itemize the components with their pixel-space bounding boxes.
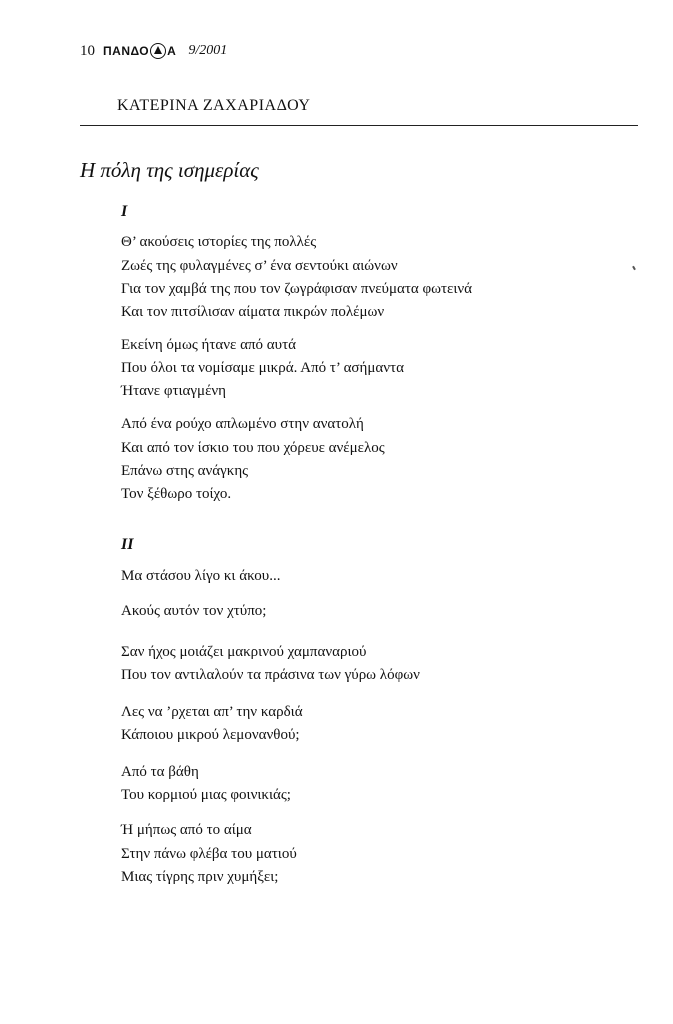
section-numeral-1: I (121, 203, 128, 220)
poem-line: Ή μήπως από το αίμα (121, 822, 252, 838)
poem-line: Τον ξέθωρο τοίχο. (121, 486, 232, 502)
poem-line: Και από τον ίσκιο του που χόρευε ανέμελος (121, 440, 385, 456)
journal-logo (103, 43, 176, 59)
poem-line: Στην πάνω φλέβα του ματιού (121, 846, 297, 862)
poem-line: Που όλοι τα νομίσαμε μικρά. Από τ’ ασήμαντα (121, 360, 404, 376)
header-divider (80, 125, 638, 126)
poem-line: Του κορμιού μιας φοινικιάς; (121, 787, 291, 803)
logo-emblem-icon (150, 43, 166, 59)
page-number: 10 (80, 42, 95, 59)
scan-speck (632, 266, 636, 270)
logo-text-right: Α (167, 44, 177, 58)
issue-number: 9/2001 (188, 43, 228, 58)
poem-line: Εκείνη όμως ήτανε από αυτά (121, 337, 296, 353)
poem-line: Ζωές της φυλαγμένες σ’ ένα σεντούκι αιώνων (121, 258, 398, 274)
poem-line: Σαν ήχος μοιάζει μακρινού χαμπαναριού (121, 644, 367, 660)
poem-line: Κάποιου μικρού λεμονανθού; (121, 727, 300, 743)
author-name: ΚΑΤΕΡΙΝΑ ΖΑΧΑΡΙΑΔΟΥ (117, 97, 311, 114)
poem-line: Που τον αντιλαλούν τα πράσινα των γύρω λόφων (121, 667, 420, 683)
poem-line: Μιας τίγρης πριν χυμήξει; (121, 869, 279, 885)
poem-title: Η πόλη της ισημερίας (80, 158, 259, 182)
logo-text-left: ΠΑΝΔΟ (103, 44, 150, 58)
poem-line: Από τα βάθη (121, 764, 199, 780)
poem-line: Επάνω στης ανάγκης (121, 463, 249, 479)
poem-line: Ήτανε φτιαγμένη (121, 383, 227, 399)
poem-line: Και τον πιτσίλισαν αίματα πικρών πολέμων (121, 304, 385, 320)
poem-line: Ακούς αυτόν τον χτύπο; (121, 603, 267, 619)
poem-line: Λες να ’ρχεται απ’ την καρδιά (121, 704, 303, 720)
poem-line: Για τον χαμβά της που τον ζωγράφισαν πνεύματα φωτεινά (121, 281, 473, 297)
poem-line: Από ένα ρούχο απλωμένο στην ανατολή (121, 416, 364, 432)
running-header (80, 38, 227, 64)
poem-line: Θ’ ακούσεις ιστορίες της πολλές (121, 234, 317, 250)
poem-line: Μα στάσου λίγο κι άκου... (121, 568, 281, 584)
section-numeral-2: II (121, 536, 134, 553)
